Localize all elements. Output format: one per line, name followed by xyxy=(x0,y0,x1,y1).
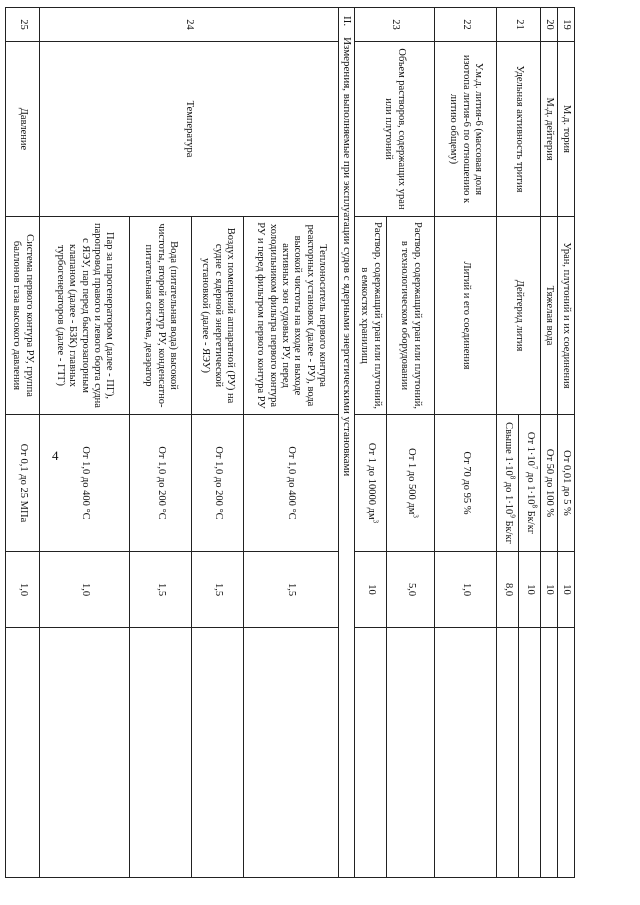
table-row xyxy=(6,8,40,878)
range-cell: От 1,0 до 400 °С xyxy=(40,415,130,552)
value-cell: 1,5 xyxy=(130,552,192,628)
range-cell: От 1,0 до 200 °С xyxy=(192,415,244,552)
row-number: 21 xyxy=(497,8,541,42)
range-cell: От 1,0 до 200 °С xyxy=(130,415,192,552)
row-number: 22 xyxy=(435,8,497,42)
blank-cell xyxy=(435,628,497,878)
value-cell: 10 xyxy=(541,552,558,628)
value-cell: 10 xyxy=(558,552,575,628)
blank-cell xyxy=(244,628,339,878)
section-row xyxy=(339,8,355,878)
range-cell: От 0,1 до 25 МПа xyxy=(6,415,40,552)
quantity-cell: М.д. дейтерия xyxy=(541,42,558,217)
quantity-cell: Объем растворов, содержащих уран или плутоний xyxy=(355,42,435,217)
object-cell: Теплоноситель первого контура реакторных установок (далее - РУ), вода высокой чистоты на входе и выходе активных зон судовых РУ, перед холодильником фильтра первого контура РУ и перед фильтром первого контура РУ xyxy=(244,217,339,415)
row-number: 25 xyxy=(6,8,40,42)
value-cell: 1,0 xyxy=(6,552,40,628)
blank-cell xyxy=(519,628,541,878)
blank-cell xyxy=(40,628,130,878)
row-number: 20 xyxy=(541,8,558,42)
blank-cell xyxy=(541,628,558,878)
quantity-cell: М.д. тория xyxy=(558,42,575,217)
row-number: 23 xyxy=(355,8,435,42)
blank-cell xyxy=(355,628,387,878)
section-title: II. Измерения, выполняемые при эксплуатации судов с ядерными энергетическими установками xyxy=(339,8,355,878)
blank-cell xyxy=(192,628,244,878)
object-cell: Система первого контура РУ, группа баллонов газа высокого давления xyxy=(6,217,40,415)
value-cell: 5,0 xyxy=(387,552,435,628)
row-number: 19 xyxy=(558,8,575,42)
quantity-cell: Температура xyxy=(40,42,339,217)
blank-cell xyxy=(387,628,435,878)
row-number: 24 xyxy=(40,8,339,42)
object-cell: Раствор, содержащий уран или плутоний, в емкостях хранилищ xyxy=(355,217,387,415)
range-cell: От 1,0 до 400 °С xyxy=(244,415,339,552)
table-row xyxy=(519,8,541,878)
page-number: 4 xyxy=(52,448,59,463)
range-cell: От $1\cdot 10^7$ до $1\cdot 10^8$ Бк/кг xyxy=(519,415,541,552)
range-cell: От 70 до 95 % xyxy=(435,415,497,552)
table-row xyxy=(558,8,575,878)
value-cell: 1,5 xyxy=(244,552,339,628)
table-row xyxy=(435,8,497,878)
value-cell: 1,0 xyxy=(435,552,497,628)
blank-cell xyxy=(6,628,40,878)
value-cell: 1,5 xyxy=(192,552,244,628)
value-cell: 10 xyxy=(519,552,541,628)
range-cell: От 1 до 10000 $дм^3$ xyxy=(355,415,387,552)
object-cell: Уран, плутоний и их соединения xyxy=(558,217,575,415)
measurements-table xyxy=(5,7,575,878)
object-cell: Дейтерид лития xyxy=(497,217,541,415)
blank-cell xyxy=(558,628,575,878)
range-cell: От 50 до 100 % xyxy=(541,415,558,552)
table-row xyxy=(244,8,339,878)
object-cell: Пар за парогенератором (далее - ПГ), паропровод правого и левого борта судна с ЯЭУ, пар перед быстрозапорным клапаном (далее - БЗК) главных турбогенераторов (далее - ГТГ) xyxy=(40,217,130,415)
object-cell: Вода (питательная вода) высокой чистоты, второй контур РУ, конденсатно-питательная система, деаэратор xyxy=(130,217,192,415)
range-cell: От 0,01 до 5 % xyxy=(558,415,575,552)
value-cell: 1,0 xyxy=(40,552,130,628)
blank-cell xyxy=(130,628,192,878)
quantity-cell: Давление xyxy=(6,42,40,217)
range-cell: От 1 до 500 $дм^3$ xyxy=(387,415,435,552)
rotated-table-container xyxy=(0,7,575,877)
object-cell: Тяжелая вода xyxy=(541,217,558,415)
table-row xyxy=(541,8,558,878)
object-cell: Воздух помещений аппаратной (РУ) на судне с ядерной энергетической установкой (далее - ЯЭУ) xyxy=(192,217,244,415)
value-cell: 10 xyxy=(355,552,387,628)
blank-cell xyxy=(497,628,519,878)
range-cell: Свыше $1\cdot 10^8$ до $1\cdot 10^9$ Бк/кг xyxy=(497,415,519,552)
quantity-cell: Удельная активность трития xyxy=(497,42,541,217)
quantity-cell: У.м.д. лития-6 (массовая доля изотопа лития-6 по отношению к литию общему) xyxy=(435,42,497,217)
value-cell: 8,0 xyxy=(497,552,519,628)
table-row xyxy=(387,8,435,878)
object-cell: Раствор, содержащий уран или плутоний, в технологическом оборудовании xyxy=(387,217,435,415)
object-cell: Литий и его соединения xyxy=(435,217,497,415)
